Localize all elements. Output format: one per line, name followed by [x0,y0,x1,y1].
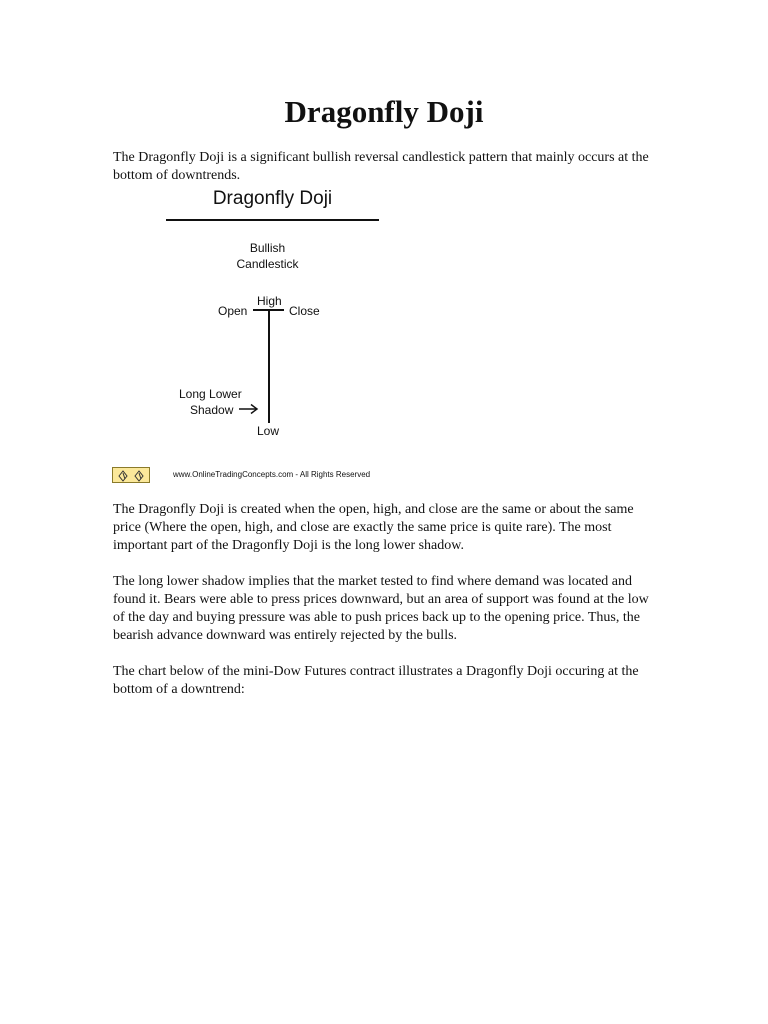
diagram-footer [110,467,410,485]
online-trading-concepts-logo-icon [112,467,150,483]
label-shadow-line1: Long Lower [179,387,242,401]
intro-paragraph: The Dragonfly Doji is a significant bullish reversal candlestick pattern that mainly occurs at the bottom of downtrends. [113,150,649,183]
formation-paragraph: The Dragonfly Doji is created when the open, high, and close are the same or about the same price (Where the open, high, and close are exactly the same price is quite rare). The most important part of the Dragonfly Doji is the long lower shadow. [113,502,634,553]
page-title: Dragonfly Doji [284,94,484,129]
candle-lower-shadow [268,309,270,423]
label-close: Close [289,304,320,318]
dragonfly-doji-diagram [110,184,410,489]
diagram-subtitle [210,240,325,272]
diagram-title-rule [166,219,379,221]
copyright-text: www.OnlineTradingConcepts.com - All Rights Reserved [173,470,371,479]
diagram-subtitle-line2: Candlestick [236,257,299,271]
diagram-subtitle-line1: Bullish [249,241,286,255]
label-open: Open [218,304,248,318]
label-high: High [257,294,282,308]
diagram-title: Dragonfly Doji [212,188,333,209]
label-shadow-line2: Shadow [190,403,234,417]
chart-intro-paragraph: The chart below of the mini-Dow Futures contract illustrates a Dragonfly Doji occuring at the bottom of a downtrend: [113,664,639,697]
shadow-paragraph: The long lower shadow implies that the market tested to find where demand was located and found it. Bears were able to press prices downward, but an area of support was found at the low of the day and buying pressure was able to push prices back up to the opening price. Thus, the bearish advance downward was entirely rejected by the bulls. [113,574,649,643]
arrow-right-icon [238,403,260,415]
label-low: Low [257,424,280,438]
